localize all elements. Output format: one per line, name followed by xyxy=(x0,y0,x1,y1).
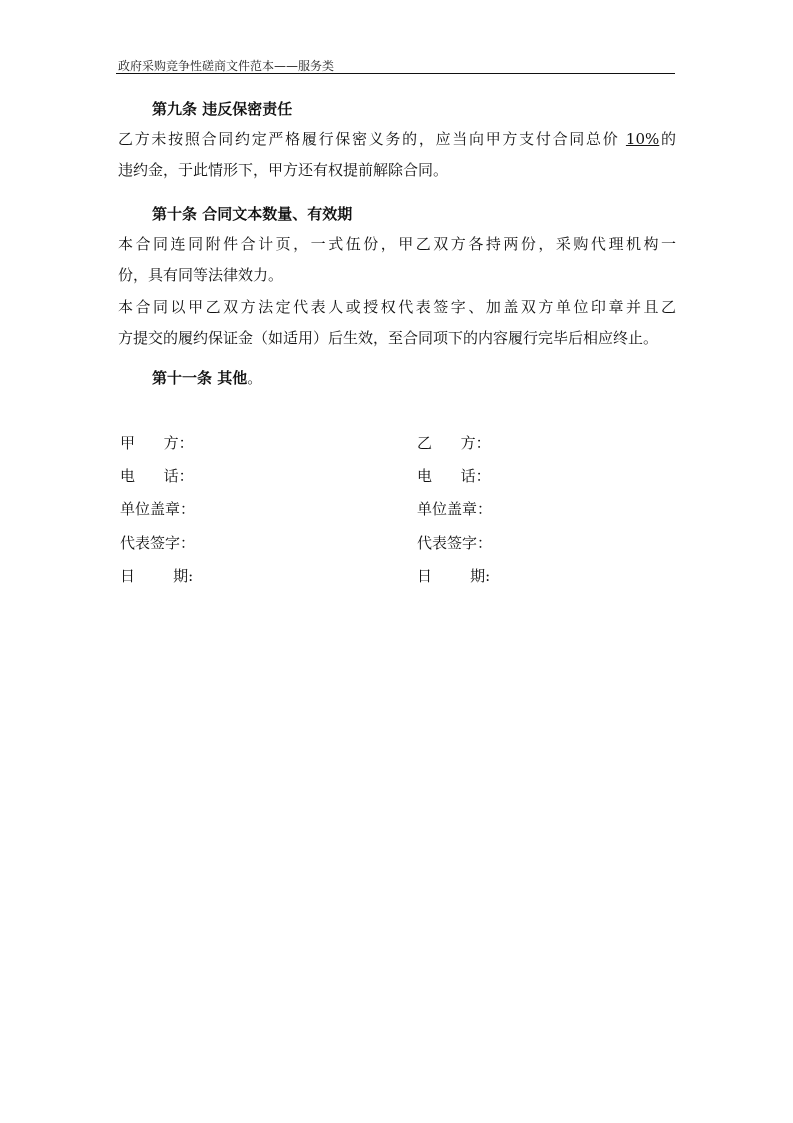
date-a-label: 日 期: xyxy=(120,567,194,585)
article-11-title: 第十一条 其他。 xyxy=(152,369,263,387)
date-b-label: 日 期: xyxy=(417,567,491,585)
article-10-paragraph-1 xyxy=(118,229,676,291)
phone-a-label: 电 话： xyxy=(120,467,194,485)
party-a-label: 甲 方： xyxy=(120,434,194,452)
header-divider xyxy=(116,73,675,74)
article-10-paragraph-2 xyxy=(118,292,676,354)
party-b-label: 乙 方： xyxy=(417,434,491,452)
article-10-p2-line-2: 方提交的履约保证金（如适用）后生效，至合同项下的内容履行完毕后相应终止。 xyxy=(118,329,659,347)
article-9-line-1: 乙方未按照合同约定严格履行保密义务的，应当向甲方支付合同总价 10%的 xyxy=(118,130,676,148)
article-9-paragraph xyxy=(118,124,676,186)
representative-b-label: 代表签字： xyxy=(417,534,493,552)
article-9-line-2: 违约金，于此情形下，甲方还有权提前解除合同。 xyxy=(118,161,449,179)
seal-a-label: 单位盖章： xyxy=(120,500,196,518)
representative-a-label: 代表签字： xyxy=(120,534,196,552)
seal-b-label: 单位盖章： xyxy=(417,500,493,518)
article-9-title: 第九条 违反保密责任 xyxy=(152,100,293,118)
article-10-p1-line-2: 份，具有同等法律效力。 xyxy=(118,266,284,284)
page-header-title: 政府采购竞争性磋商文件范本——服务类 xyxy=(118,59,335,73)
article-10-p1-line-1: 本合同连同附件合计页，一式伍份，甲乙双方各持两份，采购代理机构一 xyxy=(118,235,676,253)
penalty-rate: 10% xyxy=(625,130,660,148)
phone-b-label: 电 话： xyxy=(417,467,491,485)
article-10-p2-line-1: 本合同以甲乙双方法定代表人或授权代表签字、加盖双方单位印章并且乙 xyxy=(118,298,676,316)
article-10-title: 第十条 合同文本数量、有效期 xyxy=(152,205,353,223)
